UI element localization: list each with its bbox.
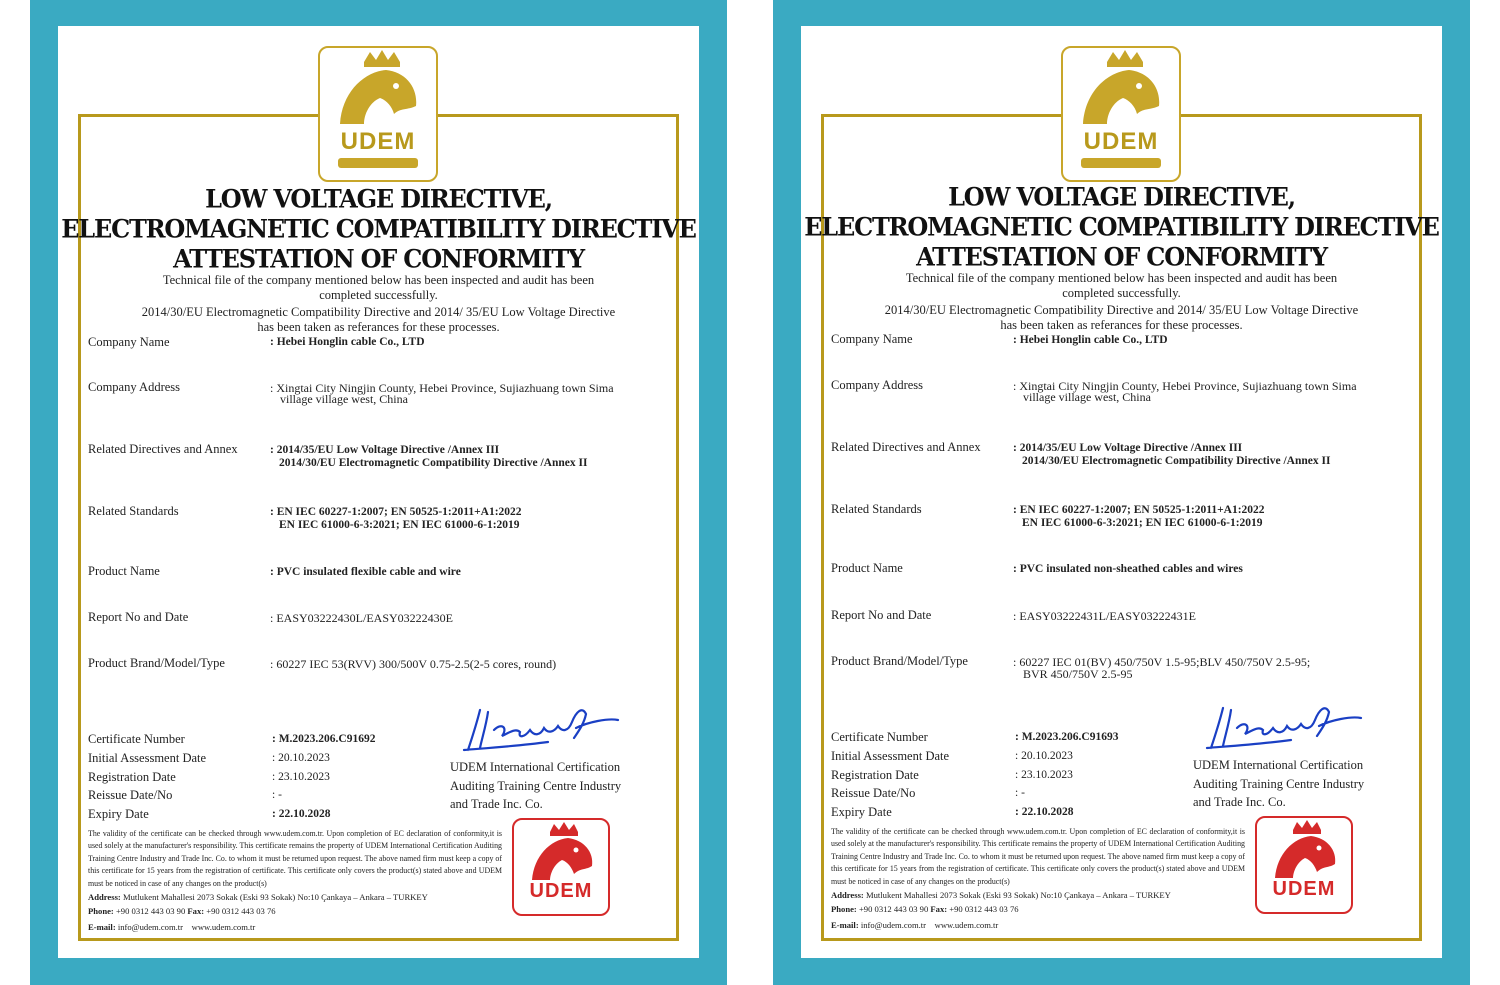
issuer-line-2: Auditing Training Centre Industry bbox=[450, 778, 622, 793]
udem-logo bbox=[318, 46, 438, 182]
brand-model-value-1: : 60227 IEC 53(RVV) 300/500V 0.75-2.5(2-5 cores, round) bbox=[270, 657, 557, 671]
intro-line-1: Technical file of the company mentioned below has been inspected and audit has been bbox=[905, 271, 1338, 285]
expiry-date-value: : 22.10.2028 bbox=[272, 808, 331, 820]
initial-assessment-value: : 20.10.2023 bbox=[1015, 750, 1073, 762]
company-name-value: : Hebei Honglin cable Co., LTD bbox=[1013, 334, 1168, 346]
address-line bbox=[831, 890, 1171, 900]
registration-date-value: : 23.10.2023 bbox=[272, 771, 330, 783]
email-line bbox=[831, 920, 998, 930]
product-name-value: : PVC insulated non-sheathed cables and wires bbox=[1013, 563, 1243, 575]
product-name-label: Product Name bbox=[831, 561, 903, 575]
email-link[interactable]: info@udem.com.tr bbox=[860, 920, 927, 930]
registration-date-label: Registration Date bbox=[88, 770, 176, 784]
website-link[interactable]: www.udem.com.tr bbox=[191, 922, 256, 932]
initial-assessment-label: Initial Assessment Date bbox=[88, 751, 207, 765]
company-address-label: Company Address bbox=[831, 378, 924, 392]
intro-line-2: completed successfully. bbox=[319, 288, 438, 302]
reissue-date-label: Reissue Date/No bbox=[88, 788, 173, 802]
brand-model-label: Product Brand/Model/Type bbox=[88, 656, 225, 670]
related-directives-value-2: 2014/30/EU Electromagnetic Compatibility Directive /Annex II bbox=[1022, 455, 1331, 467]
issuer-name bbox=[450, 758, 640, 814]
reissue-date-value: : - bbox=[1015, 787, 1025, 799]
signature bbox=[458, 702, 628, 758]
brand-model-label: Product Brand/Model/Type bbox=[831, 654, 968, 668]
address-value: Mutlukent Mahallesi 2073 Sokak (Eski 93 Sokak) No:10 Çankaya – Ankara – TURKEY bbox=[865, 890, 1171, 900]
related-standards-label: Related Standards bbox=[831, 502, 922, 516]
logo-text: UDEM bbox=[340, 128, 416, 155]
related-directives-label: Related Directives and Annex bbox=[831, 440, 981, 454]
certificate-number-value: : M.2023.206.C91693 bbox=[1015, 731, 1119, 743]
report-label: Report No and Date bbox=[831, 608, 932, 622]
email-label: E-mail: bbox=[88, 922, 116, 932]
email-line bbox=[88, 922, 255, 932]
initial-assessment-label: Initial Assessment Date bbox=[831, 749, 950, 763]
product-name-label: Product Name bbox=[88, 564, 160, 578]
title-line-2: ELECTROMAGNETIC COMPATIBILITY DIRECTIVE bbox=[61, 213, 696, 244]
certificate-number-label: Certificate Number bbox=[88, 732, 185, 746]
title-line-2: ELECTROMAGNETIC COMPATIBILITY DIRECTIVE bbox=[804, 211, 1439, 242]
issuer-line-3: and Trade Inc. Co. bbox=[1193, 795, 1286, 809]
seal-text: UDEM bbox=[1272, 878, 1336, 900]
registration-date-label: Registration Date bbox=[831, 768, 919, 782]
expiry-date-value: : 22.10.2028 bbox=[1015, 806, 1074, 818]
fax-label: Fax: bbox=[187, 906, 205, 916]
related-standards-label: Related Standards bbox=[88, 504, 179, 518]
phone-value: +90 0312 443 03 90 bbox=[858, 904, 929, 914]
certificate-number-value: : M.2023.206.C91692 bbox=[272, 733, 376, 745]
related-directives-value-1: : 2014/35/EU Low Voltage Directive /Annex III bbox=[270, 444, 500, 456]
brand-model-value-1: : 60227 IEC 01(BV) 450/750V 1.5-95;BLV 450/750V 2.5-95; bbox=[1013, 655, 1311, 669]
logo-text: UDEM bbox=[1083, 128, 1159, 155]
address-label: Address: bbox=[831, 890, 864, 900]
certificate-sheet bbox=[801, 26, 1442, 958]
phone-value: +90 0312 443 03 90 bbox=[115, 906, 186, 916]
fax-value: +90 0312 443 03 76 bbox=[206, 906, 276, 916]
expiry-date-label: Expiry Date bbox=[831, 805, 892, 819]
company-address-value-2: village village west, China bbox=[280, 392, 408, 406]
validity-fine-print: The validity of the certificate can be checked through www.udem.com.tr. Upon completion of EC declaration of conformity,it is used solely at the manufacturer's responsibility. This certificate remains the property of UDEM International Certification Auditing Training Centre Industry and Trade Inc. Co. to whom it must be returned upon request. The above named firm must keep a copy of this certificate for 15 years from the registration of certificate. This certificate only covers the product(s) stated above and UDEM must be noticed in case of any changes on the product(s) bbox=[831, 827, 1245, 886]
address-value: Mutlukent Mahallesi 2073 Sokak (Eski 93 Sokak) No:10 Çankaya – Ankara – TURKEY bbox=[122, 892, 428, 902]
company-address-value-2: village village west, China bbox=[1023, 390, 1151, 404]
udem-red-seal bbox=[512, 818, 610, 916]
udem-red-seal bbox=[1255, 816, 1353, 914]
website-link[interactable]: www.udem.com.tr bbox=[934, 920, 999, 930]
email-label: E-mail: bbox=[831, 920, 859, 930]
related-standards-value-1: : EN IEC 60227-1:2007; EN 50525-1:2011+A1:2022 bbox=[1013, 504, 1265, 516]
certificate-number-label: Certificate Number bbox=[831, 730, 928, 744]
related-standards-value-1: : EN IEC 60227-1:2007; EN 50525-1:2011+A1:2022 bbox=[270, 506, 522, 518]
address-label: Address: bbox=[88, 892, 121, 902]
issuer-line-1: UDEM International Certification bbox=[450, 760, 621, 774]
phone-label: Phone: bbox=[831, 904, 857, 914]
related-directives-value-2: 2014/30/EU Electromagnetic Compatibility Directive /Annex II bbox=[279, 457, 588, 469]
issuer-line-3: and Trade Inc. Co. bbox=[450, 797, 543, 811]
seal-text: UDEM bbox=[529, 880, 593, 902]
fax-value: +90 0312 443 03 76 bbox=[949, 904, 1019, 914]
report-label: Report No and Date bbox=[88, 610, 189, 624]
intro-line-4: has been taken as referances for these processes. bbox=[1000, 318, 1243, 332]
validity-fine-print: The validity of the certificate can be checked through www.udem.com.tr. Upon completion of EC declaration of conformity,it is used solely at the manufacturer's responsibility. This certificate remains the property of UDEM International Certification Auditing Training Centre Industry and Trade Inc. Co. to whom it must be returned upon request. The above named firm must keep a copy of this certificate for 15 years from the registration of certificate. This certificate only covers the product(s) stated above and UDEM must be noticed in case of any changes on the product(s) bbox=[88, 829, 502, 888]
intro-line-1: Technical file of the company mentioned below has been inspected and audit has been bbox=[162, 273, 595, 287]
reissue-date-value: : - bbox=[272, 789, 282, 801]
registration-date-value: : 23.10.2023 bbox=[1015, 769, 1073, 781]
phone-line bbox=[88, 906, 276, 916]
company-name-label: Company Name bbox=[88, 335, 170, 349]
report-value: : EASY03222430L/EASY03222430E bbox=[270, 611, 453, 625]
intro-line-4: has been taken as referances for these processes. bbox=[257, 320, 500, 334]
company-address-value-1: : Xingtai City Ningjin County, Hebei Province, Sujiazhuang town Sima bbox=[1013, 379, 1357, 393]
product-name-value: : PVC insulated flexible cable and wire bbox=[270, 566, 461, 578]
report-value: : EASY03222431L/EASY03222431E bbox=[1013, 609, 1196, 623]
company-address-value-1: : Xingtai City Ningjin County, Hebei Province, Sujiazhuang town Sima bbox=[270, 381, 614, 395]
related-directives-label: Related Directives and Annex bbox=[88, 442, 238, 456]
logo-ribbon bbox=[338, 158, 418, 168]
related-standards-value-2: EN IEC 61000-6-3:2021; EN IEC 61000-6-1:2019 bbox=[279, 519, 520, 531]
udem-logo bbox=[1061, 46, 1181, 182]
initial-assessment-value: : 20.10.2023 bbox=[272, 752, 330, 764]
title-line-1: LOW VOLTAGE DIRECTIVE, bbox=[205, 183, 552, 214]
email-link[interactable]: info@udem.com.tr bbox=[117, 922, 184, 932]
title-line-1: LOW VOLTAGE DIRECTIVE, bbox=[948, 181, 1295, 212]
title-line-3: ATTESTATION OF CONFORMITY bbox=[173, 243, 584, 274]
brand-model-value-2: BVR 450/750V 2.5-95 bbox=[1023, 667, 1133, 681]
intro-line-3: 2014/30/EU Electromagnetic Compatibility Directive and 2014/ 35/EU Low Voltage Directive bbox=[141, 305, 616, 319]
intro-line-2: completed successfully. bbox=[1062, 286, 1181, 300]
phone-label: Phone: bbox=[88, 906, 114, 916]
fax-label: Fax: bbox=[930, 904, 948, 914]
certificate-panel-right bbox=[773, 0, 1470, 985]
reissue-date-label: Reissue Date/No bbox=[831, 786, 916, 800]
logo-ribbon bbox=[1081, 158, 1161, 168]
intro-line-3: 2014/30/EU Electromagnetic Compatibility Directive and 2014/ 35/EU Low Voltage Directive bbox=[884, 303, 1359, 317]
company-name-label: Company Name bbox=[831, 332, 913, 346]
related-standards-value-2: EN IEC 61000-6-3:2021; EN IEC 61000-6-1:2019 bbox=[1022, 517, 1263, 529]
title-line-3: ATTESTATION OF CONFORMITY bbox=[916, 241, 1327, 272]
certificate-panel-left bbox=[30, 0, 727, 985]
related-directives-value-1: : 2014/35/EU Low Voltage Directive /Annex III bbox=[1013, 442, 1243, 454]
expiry-date-label: Expiry Date bbox=[88, 807, 149, 821]
company-name-value: : Hebei Honglin cable Co., LTD bbox=[270, 336, 425, 348]
company-address-label: Company Address bbox=[88, 380, 181, 394]
issuer-line-2: Auditing Training Centre Industry bbox=[1193, 776, 1365, 791]
address-line bbox=[88, 892, 428, 902]
phone-line bbox=[831, 904, 1019, 914]
signature bbox=[1201, 700, 1371, 756]
certificate-sheet bbox=[58, 26, 699, 958]
issuer-line-1: UDEM International Certification bbox=[1193, 758, 1364, 772]
issuer-name bbox=[1193, 756, 1383, 812]
